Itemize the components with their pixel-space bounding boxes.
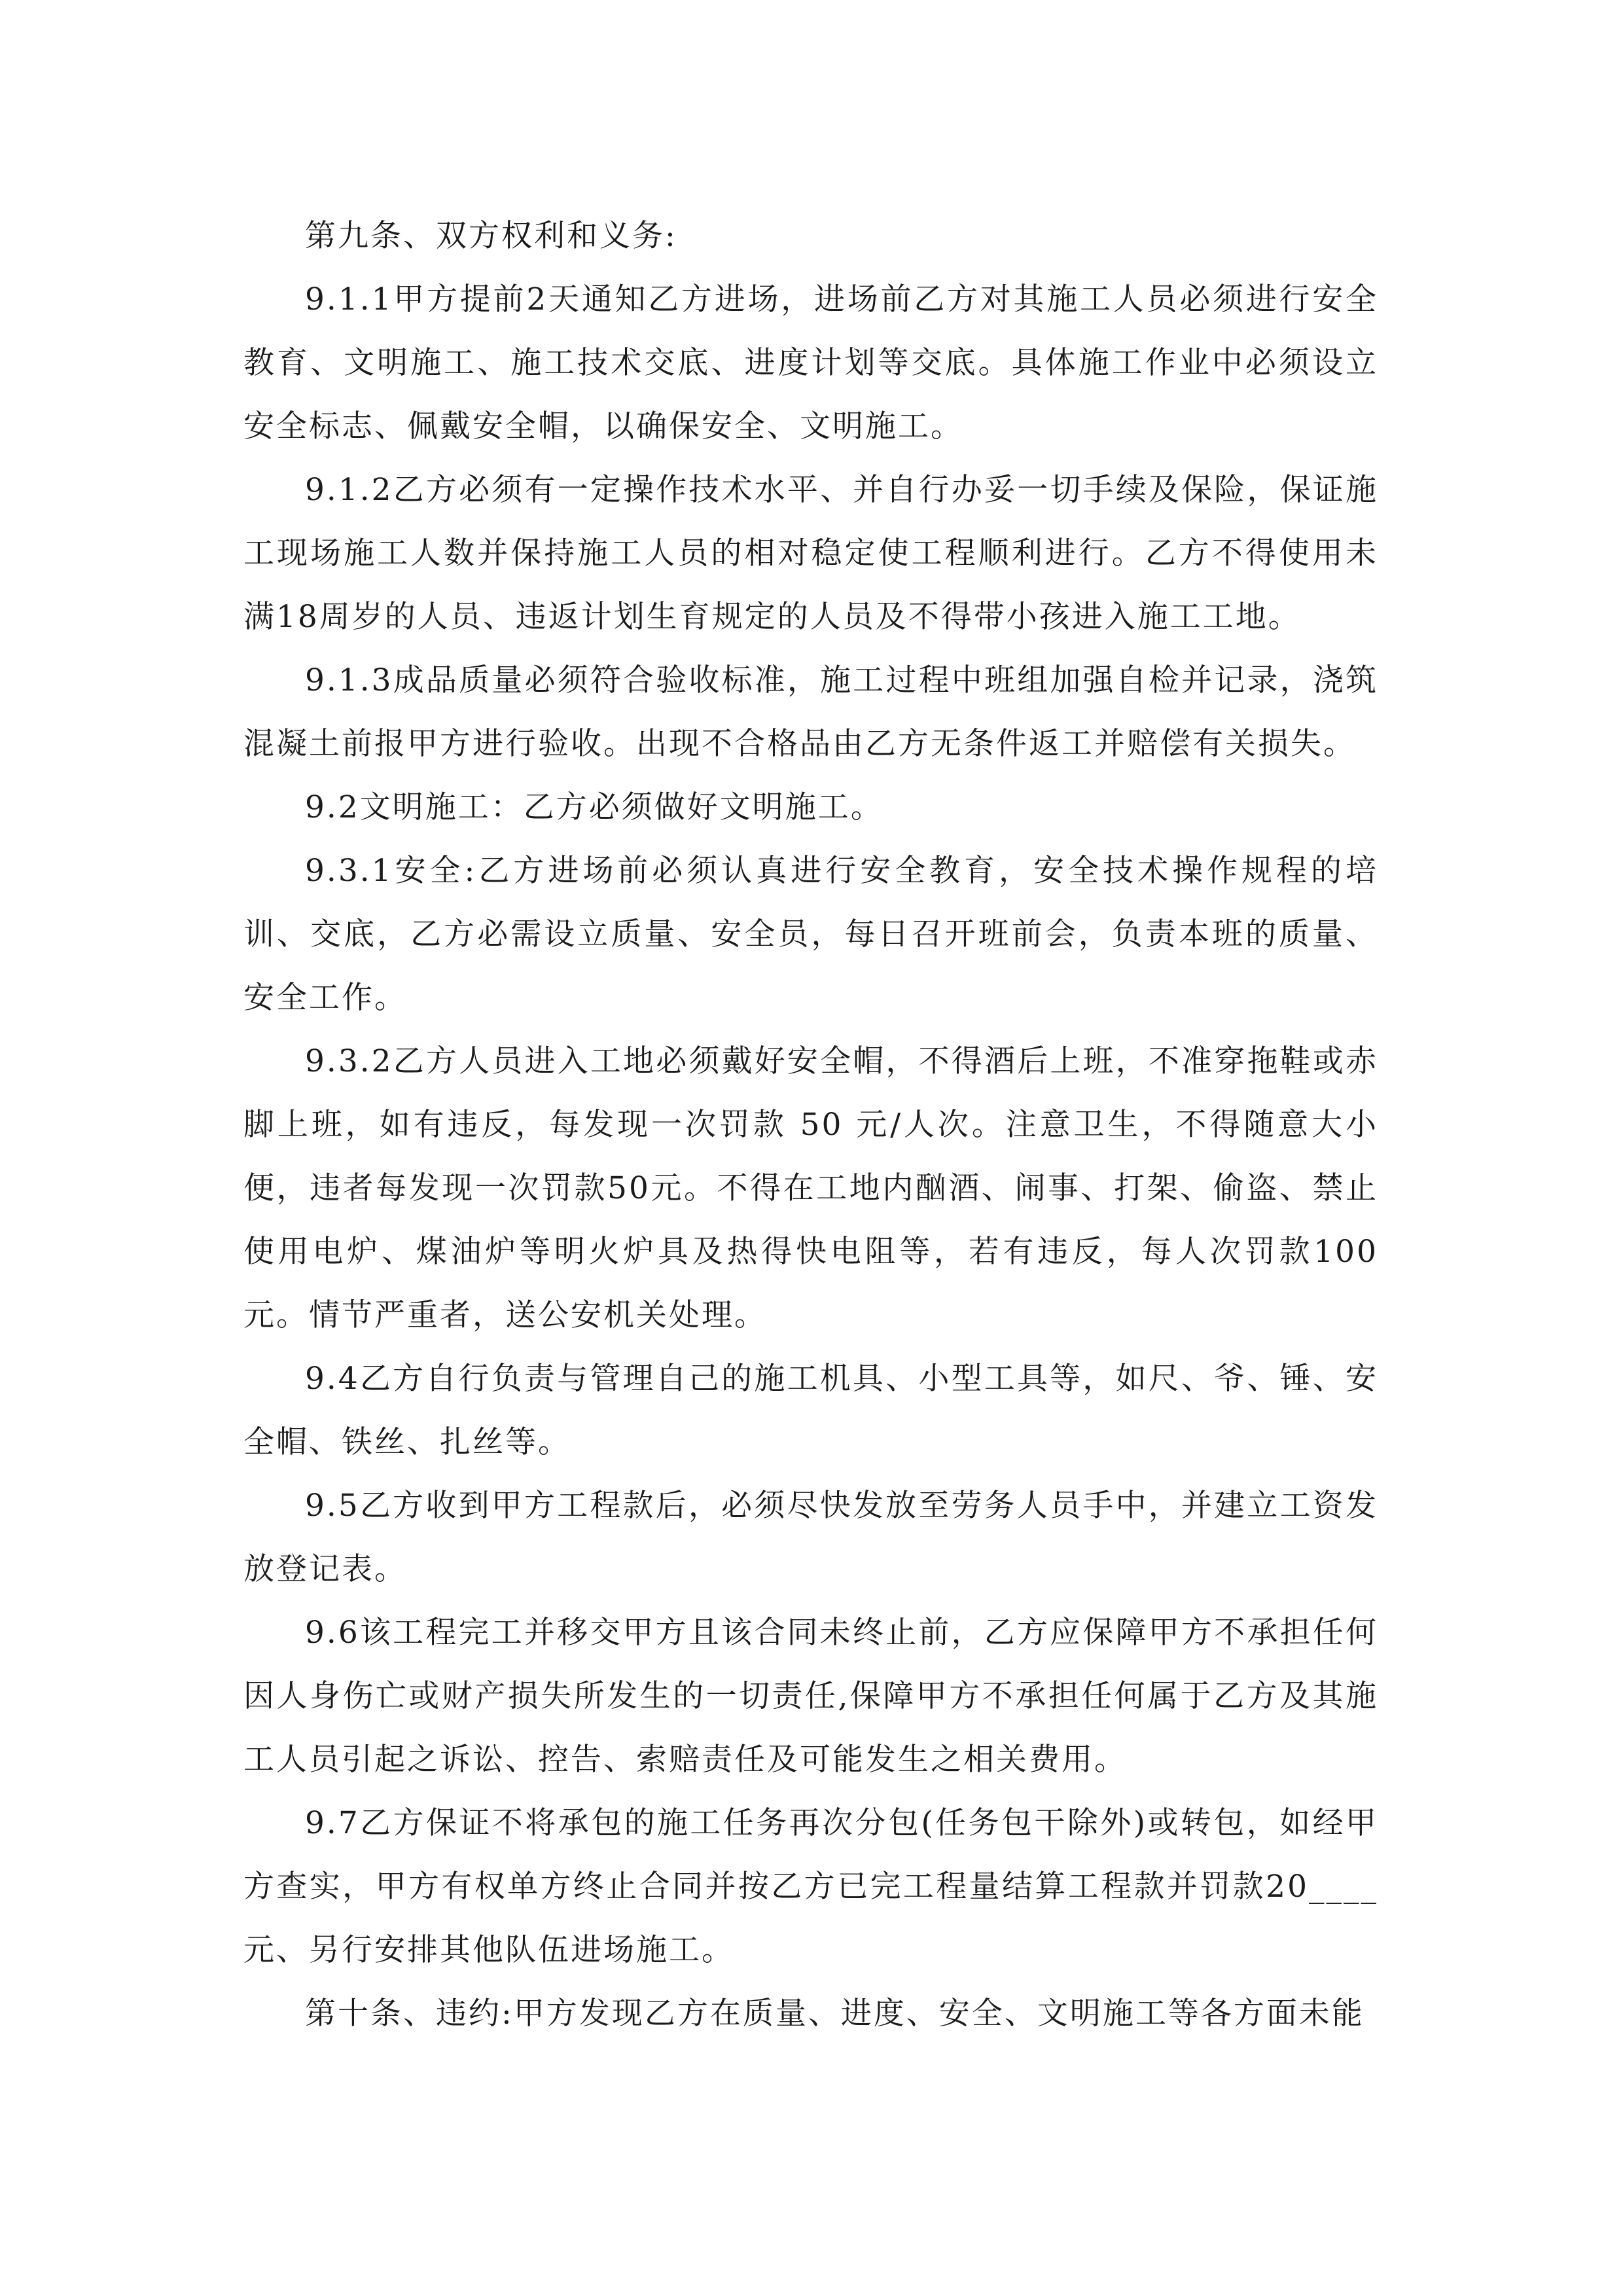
clause-9-6: 9.6该工程完工并移交甲方且该合同未终止前，乙方应保障甲方不承担任何因人身伤亡或财产损失所发生的一切责任,保障甲方不承担任何属于乙方及其施工人员引起之诉讼、控告、索赔责任及可能发生之相关费用。 [243,1615,1378,1778]
clause-9-3-1: 9.3.1安全:乙方进场前必须认真进行安全教育，安全技术操作规程的培训、交底，乙方必需设立质量、安全员，每日召开班前会，负责本班的质量、安全工作。 [243,853,1378,1016]
clause-9-1-2: 9.1.2乙方必须有一定操作技术水平、并自行办妥一切手续及保险，保证施工现场施工人数并保持施工人员的相对稳定使工程顺利进行。乙方不得使用未满18周岁的人员、违返计划生育规定的人员及不得带小孩进入施工工地。 [243,472,1378,635]
article-9-heading: 第九条、双方权利和义务: [305,218,677,254]
clause-9-1-1: 9.1.1甲方提前2天通知乙方进场，进场前乙方对其施工人员必须进行安全教育、文明施工、施工技术交底、进度计划等交底。具体施工作业中必须设立安全标志、佩戴安全帽，以确保安全、文明施工。 [243,281,1378,444]
clause-9-2: 9.2文明施工：乙方必须做好文明施工。 [305,789,883,825]
document-body [243,204,1378,2045]
clause-9-3-2: 9.3.2乙方人员进入工地必须戴好安全帽，不得酒后上班，不准穿拖鞋或赤脚上班，如有违反，每发现一次罚款 50 元/人次。注意卫生，不得随意大小便，违者每发现一次罚款50元。不得在工地内酗酒、闹事、打架、偷盗、禁止使用电炉、煤油炉等明火炉具及热得快电阻等，若有违反，每人次罚款100元。情节严重者，送公安机关处理。 [243,1043,1378,1333]
clause-9-1-3: 9.1.3成品质量必须符合验收标准，施工过程中班组加强自检并记录，浇筑混凝土前报甲方进行验收。出现不合格品由乙方无条件返工并赔偿有关损失。 [243,662,1378,762]
article-10-breach: 第十条、违约:甲方发现乙方在质量、进度、安全、文明施工等各方面未能 [305,1996,1364,2032]
clause-9-4: 9.4乙方自行负责与管理自己的施工机具、小型工具等，如尺、爷、锤、安全帽、铁丝、扎丝等。 [243,1361,1378,1460]
clause-9-5: 9.5乙方收到甲方工程款后，必须尽快发放至劳务人员手中，并建立工资发放登记表。 [243,1488,1378,1587]
clause-9-7: 9.7乙方保证不将承包的施工任务再次分包(任务包干除外)或转包，如经甲方查实，甲方有权单方终止合同并按乙方已完工程量结算工程款并罚款20____元、另行安排其他队伍进场施工。 [243,1805,1378,1968]
